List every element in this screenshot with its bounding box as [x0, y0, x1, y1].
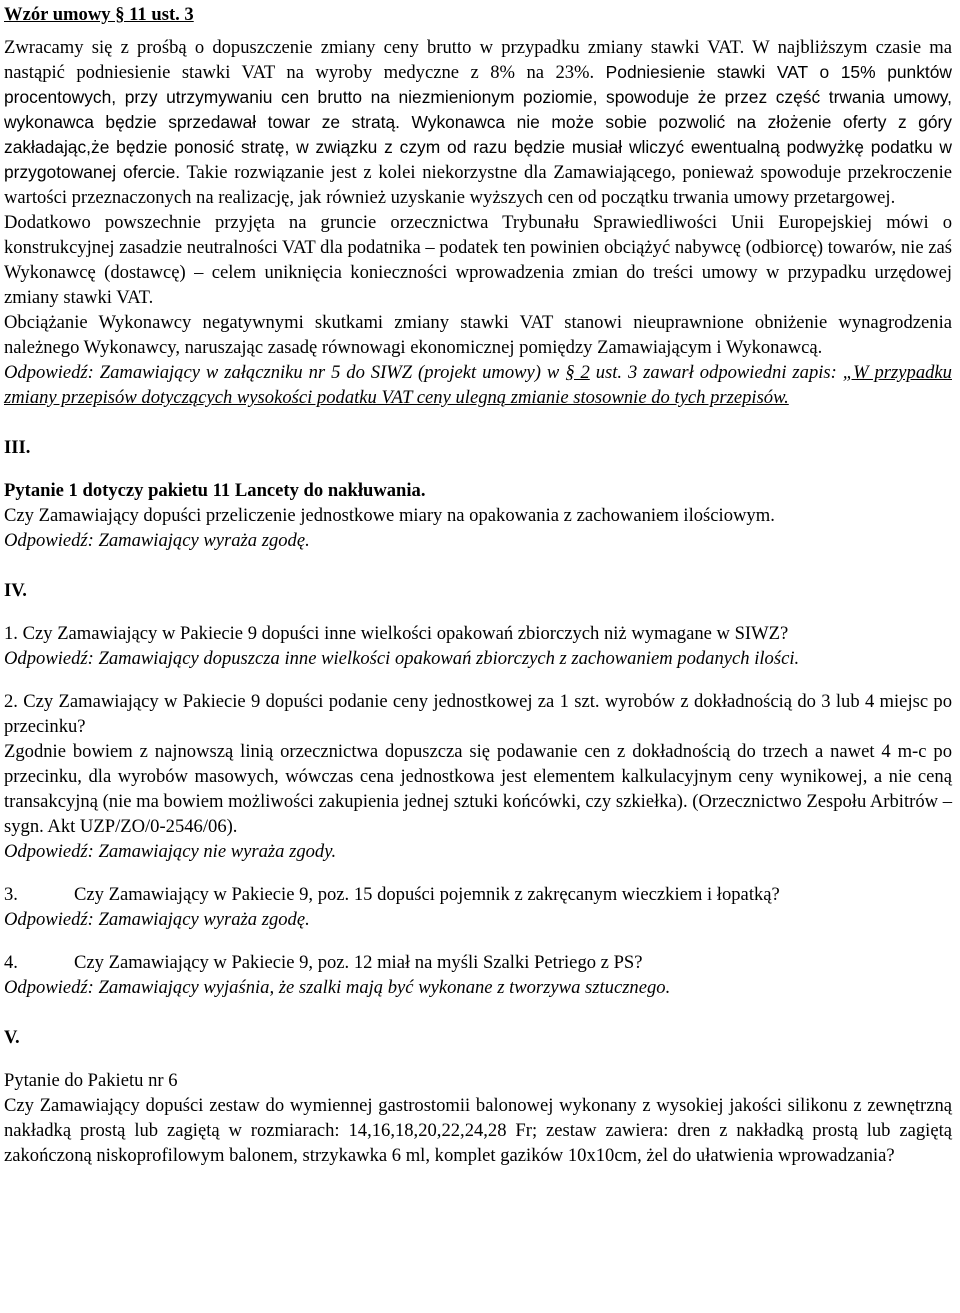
question-1-packaging: 1. Czy Zamawiający w Pakiecie 9 dopuści inne wielkości opakowań zbiorczych niż wymagane w SIWZ?: [4, 623, 789, 644]
question-gastrostomy: Czy Zamawiający dopuści zestaw do wymiennej gastrostomii balonowej wykonany z wysokiej jakości silikonu z zewnętrzną nakładką prostą lub zagiętą w rozmiarach: 14,16,18,20,22,24,28 Fr; zestaw zawiera: dren z nakładką prostą lub zagiętą zakończoną niskoprofilowym balonem, strzykawka 6 ml, komplet gazików 10x10cm, żel do ułatwienia wprowadzania?: [4, 1095, 952, 1166]
vat-request-text: Zwracamy się z prośbą o dopuszczenie zmiany ceny brutto w przypadku zmiany stawki VAT. W najbliższym czasie ma nastąpić podniesienie stawki VAT na wyroby medyczne z 8% na 23%.: [4, 37, 952, 83]
section-title: Wzór umowy § 11 ust. 3: [4, 4, 194, 25]
question-title-lancets: Pytanie 1 dotyczy pakietu 11 Lancety do nakłuwania.: [4, 480, 426, 501]
vat-answer-suffix: ust. 3 zawarł odpowiedni zapis:: [595, 362, 837, 383]
vat-neutrality-paragraph: Dodatkowo powszechnie przyjęta na gruncie orzecznictwa Trybunału Sprawiedliwości Unii Europejskiej mówi o konstrukcyjnej zasadzie neutralności VAT dla podatnika – podatek ten powinien obciążyć nabywcę (odbiorcę) towarów, nie zaś Wykonawcę (dostawcę) – celem uniknięcia konieczności wprowadzenia zmian do treści umowy w przypadku urzędowej zmiany stawki VAT.: [4, 212, 952, 308]
section-heading-iv: IV.: [4, 580, 27, 601]
vat-answer-ref: § 2: [565, 362, 590, 383]
vat-argument-text: Podniesienie stawki VAT o 15% punktów procentowych, przy utrzymywaniu cen brutto na niezmienionym poziomie, spowoduje że przez część trwania umowy, wykonawca będzie sprzedawał towar ze stratą. Wykonawca nie może sobie pozwolić na złożenie oferty z góry zakładając,że będzie ponosić stratę, w związku z czym od razu będzie musiał wliczyć ewentualną podwyżkę podatku w przygotowanej ofercie.: [4, 62, 952, 182]
question-2-unit-price: 2. Czy Zamawiający w Pakiecie 9 dopuści podanie ceny jednostkowej za 1 szt. wyrobów z dokładnością do 3 lub 4 miejsc po przecinku?: [4, 691, 952, 737]
question-4-petri: [4, 950, 952, 975]
section-heading-iii: III.: [4, 437, 31, 458]
question-4-number: 4.: [4, 952, 18, 973]
section-heading-v: V.: [4, 1027, 20, 1048]
vat-answer-quote: „W przypadku zmiany przepisów dotyczących wysokości podatku VAT ceny ulegną zmianie stosownie do tych przepisów.: [4, 362, 952, 408]
question-3-container: [4, 882, 952, 907]
answer-3-container: Odpowiedź: Zamawiający wyraża zgodę.: [4, 909, 310, 930]
question-2-justification: Zgodnie bowiem z najnowszą linią orzecznictwa dopuszcza się podawanie cen z dokładnością do trzech a nawet 4 m-c po przecinku, dla wyrobów masowych, wówczas cena jednostkowa jest elementem kalkulacyjnym ceny wynikowej, a nie ceną transakcyjną (nie ma bowiem możliwości zakupienia jednej sztuki końcówki, czy szkiełka). (Orzecznictwo Zespołu Arbitrów – sygn. Akt UZP/ZO/0-2546/06).: [4, 741, 952, 837]
question-3-number: 3.: [4, 884, 18, 905]
vat-request-paragraph: [4, 35, 952, 210]
question-3-text: Czy Zamawiający w Pakiecie 9, poz. 15 dopuści pojemnik z zakręcanym wieczkiem i łopatką?: [74, 884, 780, 905]
question-4-text: Czy Zamawiający w Pakiecie 9, poz. 12 miał na myśli Szalki Petriego z PS?: [74, 952, 643, 973]
answer-1-packaging: Odpowiedź: Zamawiający dopuszcza inne wielkości opakowań zbiorczych z zachowaniem podanych ilości.: [4, 648, 800, 669]
vat-answer-prefix: Odpowiedź: Zamawiający w załączniku nr 5 do SIWZ (projekt umowy) w: [4, 362, 560, 383]
answer-4-petri: Odpowiedź: Zamawiający wyjaśnia, że szalki mają być wykonane z tworzywa sztucznego.: [4, 977, 671, 998]
vat-consequence-text: Takie rozwiązanie jest z kolei niekorzystne dla Zamawiającego, ponieważ spowoduje przekroczenie wartości przeznaczonych na realizację, jak również uzyskanie wyższych cen od początku trwania umowy przetargowej.: [4, 162, 953, 208]
question-lancets: Czy Zamawiający dopuści przeliczenie jednostkowe miary na opakowania z zachowaniem ilościowym.: [4, 505, 775, 526]
answer-2-unit-price: Odpowiedź: Zamawiający nie wyraża zgody.: [4, 841, 337, 862]
answer-lancets: Odpowiedź: Zamawiający wyraża zgodę.: [4, 530, 310, 551]
vat-answer: [4, 360, 952, 410]
vat-burden-paragraph: Obciążanie Wykonawcy negatywnymi skutkami zmiany stawki VAT stanowi nieuprawnione obniżenie wynagrodzenia należnego Wykonawcy, naruszając zasadę równowagi ekonomicznej pomiędzy Zamawiającym i Wykonawcą.: [4, 312, 952, 358]
subheading-package-6: Pytanie do Pakietu nr 6: [4, 1070, 178, 1091]
